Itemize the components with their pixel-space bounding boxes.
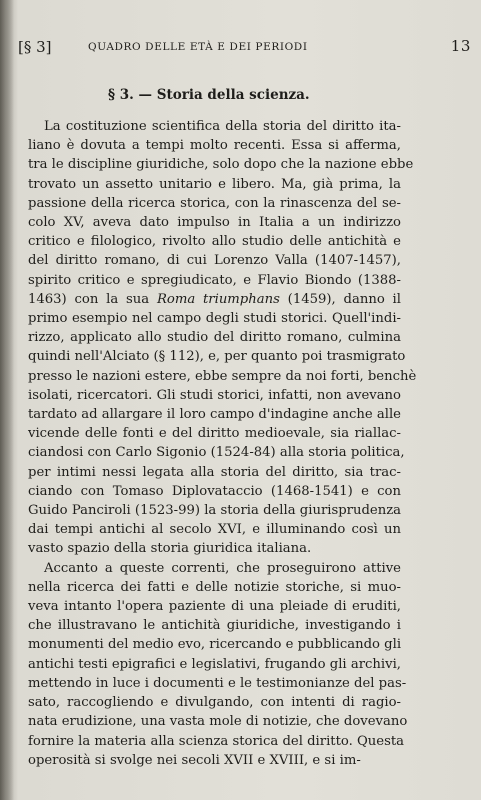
text-line: primo esempio nel campo degli studi storici. Quell'indi- (28, 311, 401, 327)
text-line: ciando con Tomaso Diplovataccio (1468-1541) e con (28, 483, 401, 499)
text-line: rizzo, applicato allo studio del diritto romano, culmina (28, 330, 401, 346)
book-title-italic: Roma triumphans (156, 291, 280, 307)
text-line: nata erudizione, una vasta mole di notizie, che dovevano (28, 714, 408, 730)
text-line: passione della ricerca storica, con la rinascenza del se- (28, 195, 401, 211)
text-line: presso le nazioni estere, ebbe sempre da noi forti, benchè (28, 368, 417, 384)
text-line: vasto spazio della storia giuridica italiana. (28, 541, 312, 557)
page-gutter-shadow (0, 0, 14, 800)
text-line: che illustravano le antichità giuridiche, investigando i (28, 618, 401, 634)
text-line: vicende delle fonti e del diritto medioevale, sia riallac- (28, 426, 401, 442)
text-line: tardato ad allargare il loro campo d'indagine anche alle (28, 407, 401, 423)
text-line: 1463) con la sua Roma triumphans (1459), danno il (28, 291, 401, 307)
text-line: nella ricerca dei fatti e delle notizie storiche, si muo- (28, 579, 401, 595)
text-line: sato, raccogliendo e divulgando, con intenti di ragio- (28, 695, 401, 711)
text-line: isolati, ricercatori. Gli studi storici, infatti, non avevano (28, 387, 401, 403)
text-line: trovato un assetto unitario e libero. Ma, già prima, la (28, 176, 401, 192)
body-text (28, 117, 417, 770)
text-line: dai tempi antichi al secolo XVI, e illuminando così un (28, 522, 401, 538)
text-line: del diritto romano, di cui Lorenzo Valla (1407-1457), (28, 253, 401, 269)
text-line: La costituzione scientifica della storia del diritto ita- (44, 119, 401, 134)
text-line: monumenti del medio evo, ricercando e pubblicando gli (28, 637, 402, 653)
section-heading: § 3. — Storia della scienza. (108, 87, 310, 103)
text-line: fornire la materia alla scienza storica del diritto. Questa (28, 733, 405, 749)
paragraph-2 (28, 559, 408, 770)
text-line: per intimi nessi legata alla storia del diritto, sia trac- (28, 464, 401, 480)
running-head-title: QUADRO DELLE ETÀ E DEI PERIODI (88, 41, 308, 53)
text-line: liano è dovuta a tempi molto recenti. Essa si afferma, (28, 138, 401, 154)
text-line: colo XV, aveva dato impulso in Italia a un indirizzo (28, 215, 401, 231)
text-line: Guido Panciroli (1523-99) la storia della giurisprudenza (28, 503, 402, 519)
text-line: Accanto a queste correnti, che proseguirono attive (44, 560, 401, 576)
text-line: ciandosi con Carlo Sigonio (1524-84) alla storia politica, (28, 445, 405, 461)
running-head-section-ref: [§ 3] (18, 38, 52, 56)
text-line: veva intanto l'opera paziente di una pleiade di eruditi, (28, 599, 401, 615)
text-line: tra le discipline giuridiche, solo dopo che la nazione ebbe (28, 157, 414, 173)
page-number: 13 (450, 37, 471, 55)
text-line: antichi testi epigrafici e legislativi, frugando gli archivi, (28, 656, 401, 672)
text-line: operosità si svolge nei secoli XVII e XVIII, e si im- (28, 752, 361, 768)
text-line: mettendo in luce i documenti e le testimonianze del pas- (28, 675, 407, 691)
running-head (18, 36, 471, 56)
text-line: quindi nell'Alciato (§ 112), e, per quanto poi trasmigrato (28, 349, 406, 365)
paragraph-1 (28, 117, 417, 559)
text-line: critico e filologico, rivolto allo studio delle antichità e (28, 234, 401, 250)
text-line: spirito critico e spregiudicato, e Flavio Biondo (1388- (28, 272, 401, 288)
